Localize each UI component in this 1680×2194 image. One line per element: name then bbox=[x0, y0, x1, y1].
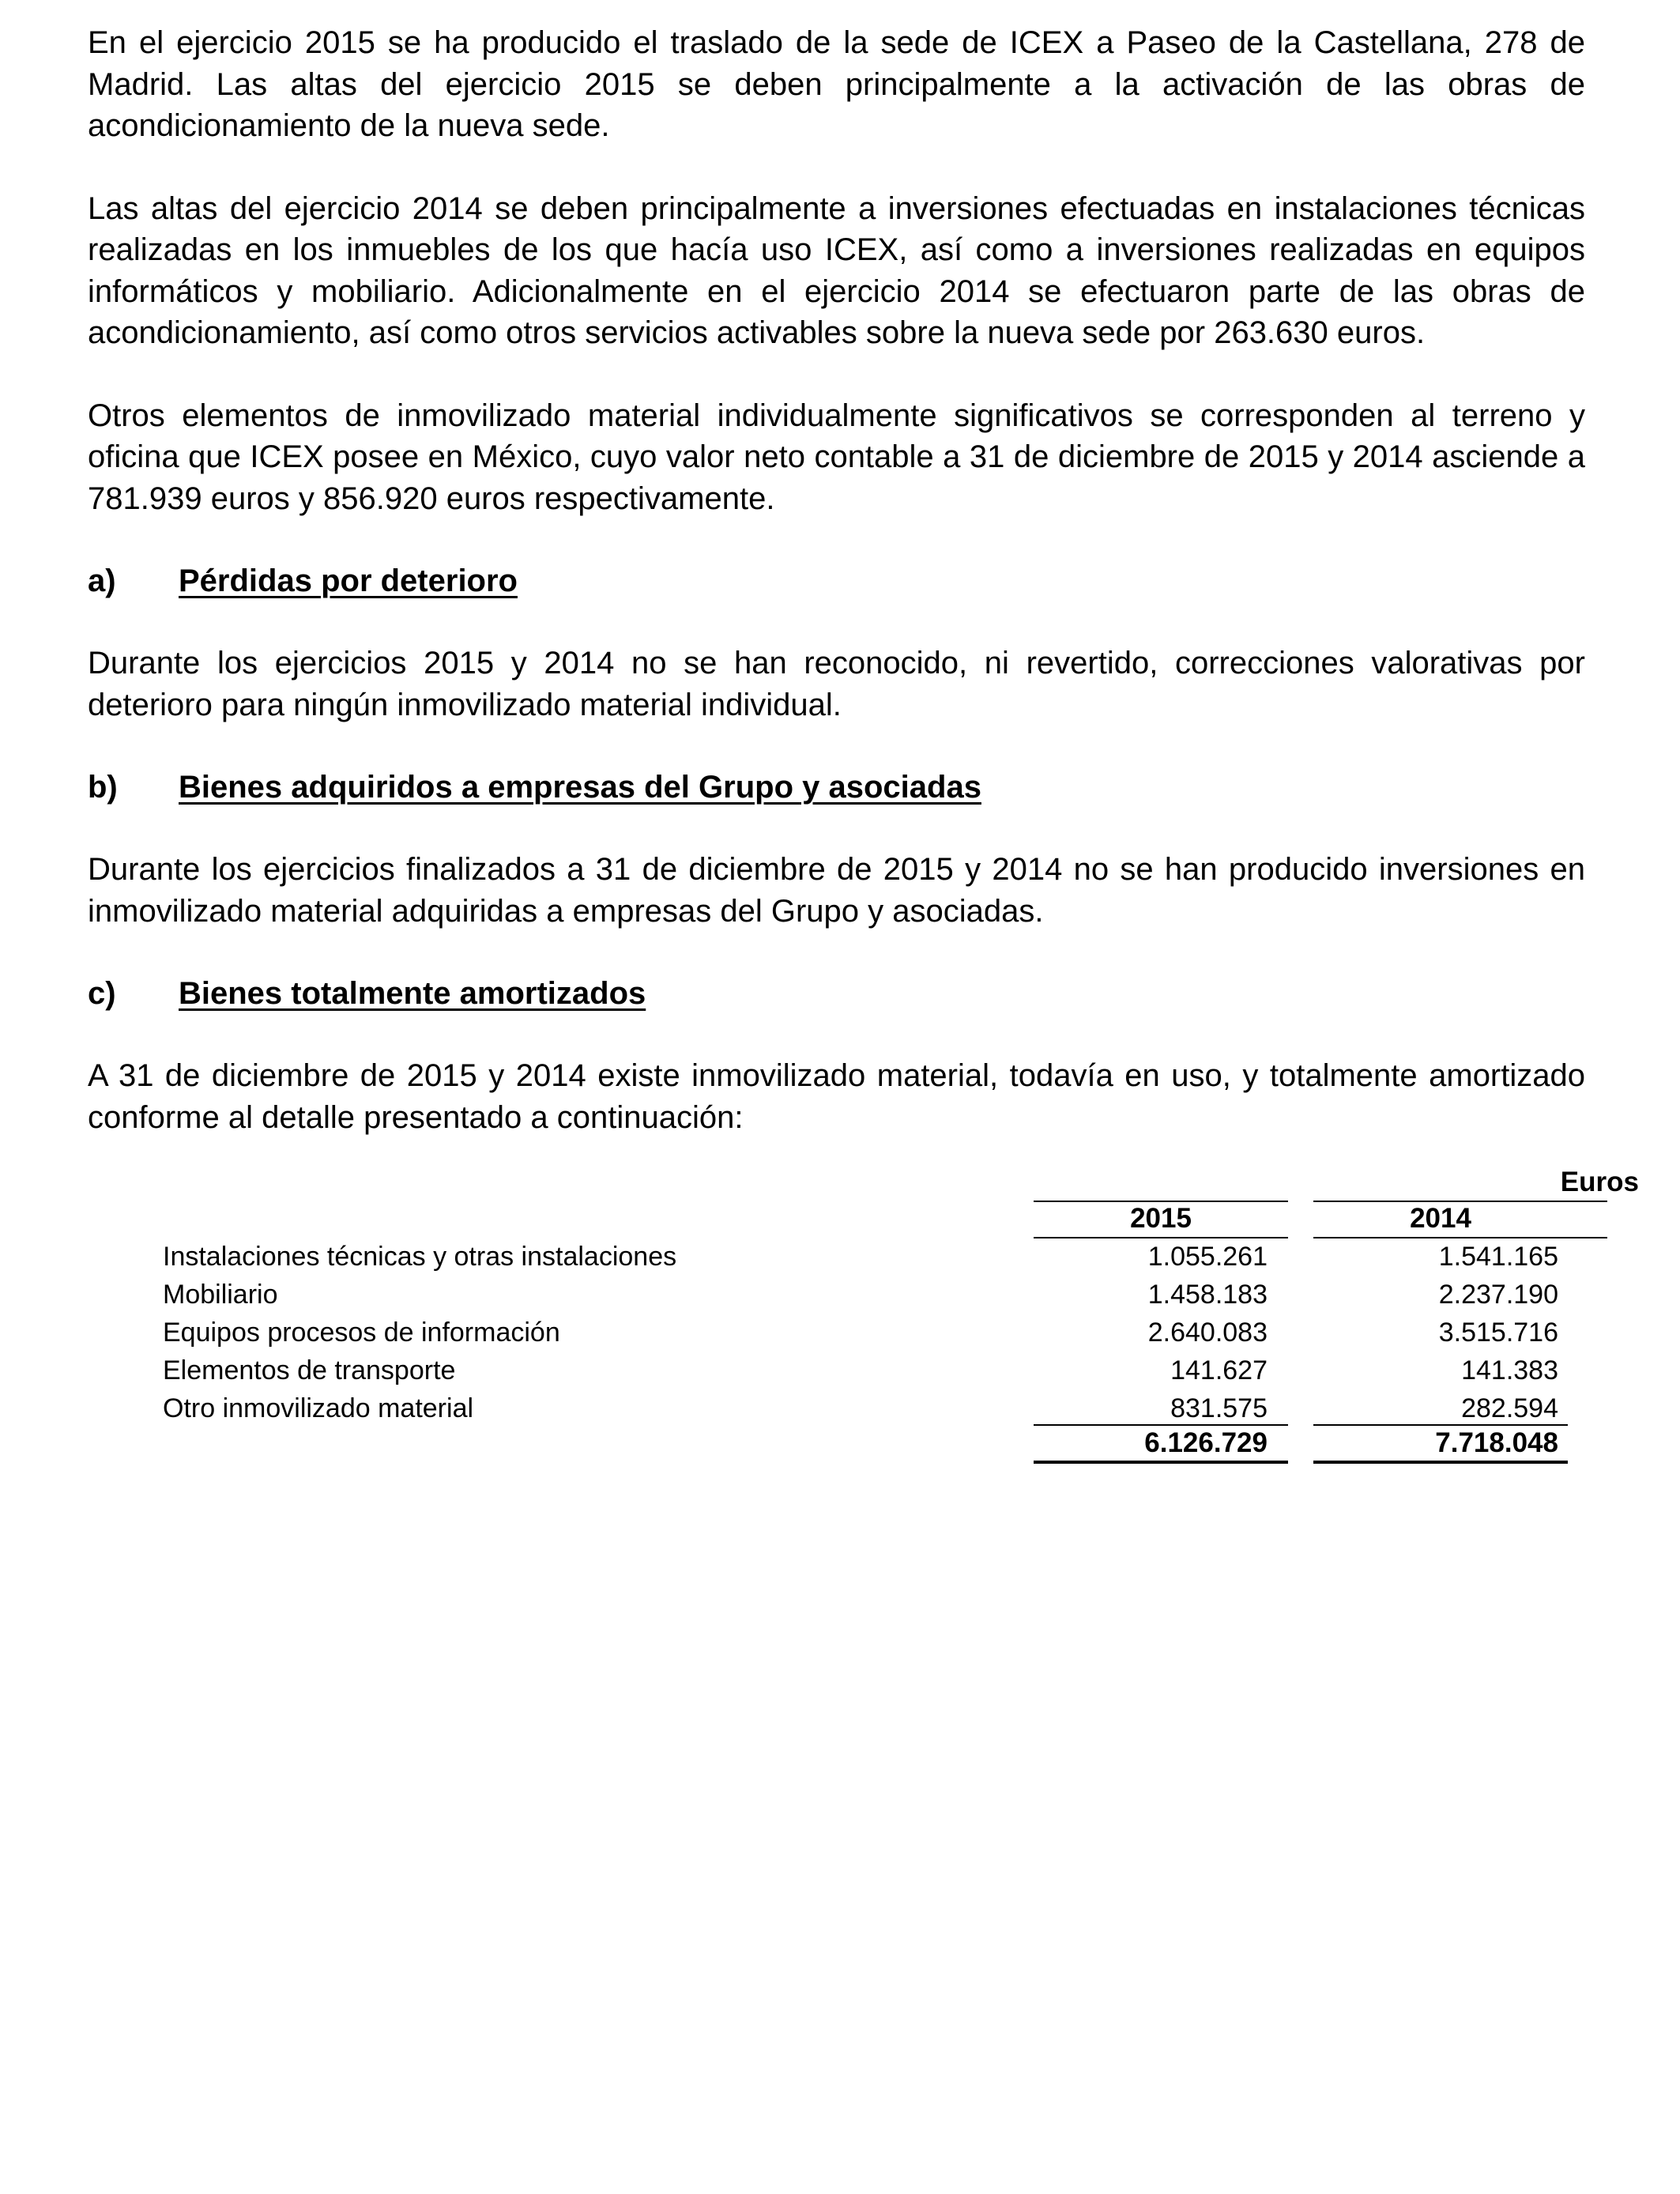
row-value-2015: 831.575 bbox=[1170, 1393, 1268, 1423]
section-a-letter: a) bbox=[88, 564, 116, 598]
table-row bbox=[88, 1351, 1585, 1389]
section-a-text: Durante los ejercicios 2015 y 2014 no se han reconocido, ni revertido, correcciones valorativas por deterioro para ningún inmovilizado material individual. bbox=[88, 646, 1585, 722]
row-value-2014: 282.594 bbox=[1461, 1393, 1558, 1423]
table-row bbox=[88, 1238, 1585, 1276]
section-b-text: Durante los ejercicios finalizados a 31 de diciembre de 2015 y 2014 no se han producido inversiones en inmovilizado material adquiridas a empresas del Grupo y asociadas. bbox=[88, 852, 1585, 929]
row-label: Elementos de transporte bbox=[163, 1355, 456, 1385]
paragraph-traslado-sede: En el ejercicio 2015 se ha producido el traslado de la sede de ICEX a Paseo de la Castellana, 278 de Madrid. Las altas del ejercicio 2015 se deben principalmente a la activación de las obras de acondicionamiento de la nueva sede. bbox=[88, 25, 1585, 143]
row-value-2015: 2.640.083 bbox=[1147, 1318, 1268, 1348]
row-value-2014: 141.383 bbox=[1461, 1355, 1558, 1385]
row-label: Instalaciones técnicas y otras instalaciones bbox=[163, 1242, 677, 1272]
section-b-title: Bienes adquiridos a empresas del Grupo y asociadas bbox=[179, 770, 981, 805]
row-value-2015: 141.627 bbox=[1170, 1355, 1268, 1385]
row-value-2014: 3.515.716 bbox=[1438, 1318, 1558, 1348]
total-bottom-rule-2015 bbox=[1034, 1461, 1288, 1464]
total-value-2014: 7.718.048 bbox=[1435, 1427, 1558, 1458]
table-row bbox=[88, 1389, 1585, 1427]
total-value-2015: 6.126.729 bbox=[1144, 1427, 1268, 1458]
table-row bbox=[88, 1276, 1585, 1314]
section-c-title: Bienes totalmente amortizados bbox=[179, 976, 646, 1011]
paragraph-otros-elementos: Otros elementos de inmovilizado material individualmente significativos se corresponden al terreno y oficina que ICEX posee en México, cuyo valor neto contable a 31 de diciembre de 2015 y 2014 asciende a 781.939 euros y 856.920 euros respectivamente. bbox=[88, 398, 1585, 516]
row-value-2014: 2.237.190 bbox=[1438, 1280, 1558, 1310]
column-header-2014: 2014 bbox=[1410, 1203, 1471, 1234]
row-label: Equipos procesos de información bbox=[163, 1318, 560, 1348]
section-b-heading bbox=[88, 767, 1585, 808]
section-c-letter: c) bbox=[88, 976, 116, 1011]
row-label: Otro inmovilizado material bbox=[163, 1393, 474, 1423]
paragraph-altas-2014: Las altas del ejercicio 2014 se deben principalmente a inversiones efectuadas en instalaciones técnicas realizadas en los inmuebles de los que hacía uso ICEX, así como a inversiones realizadas en equipos informáticos y mobiliario. Adicionalmente en el ejercicio 2014 se efectuaron parte de las obras de acondicionamiento, así como otros servicios activables sobre la nueva sede por 263.630 euros. bbox=[88, 190, 1585, 350]
section-c-text: A 31 de diciembre de 2015 y 2014 existe inmovilizado material, todavía en uso, y totalmente amortizado conforme al detalle presentado a continuación: bbox=[88, 1058, 1585, 1135]
table-unit-label: Euros bbox=[1560, 1167, 1639, 1197]
row-value-2015: 1.055.261 bbox=[1147, 1242, 1268, 1272]
row-value-2014: 1.541.165 bbox=[1438, 1242, 1558, 1272]
document-page bbox=[88, 22, 1585, 1138]
section-b-letter: b) bbox=[88, 770, 118, 805]
total-bottom-rule-2014 bbox=[1313, 1461, 1568, 1464]
section-c-heading bbox=[88, 973, 1585, 1014]
section-a-title: Pérdidas por deterioro bbox=[179, 564, 518, 598]
row-label: Mobiliario bbox=[163, 1280, 278, 1310]
section-a-heading bbox=[88, 560, 1585, 601]
row-value-2015: 1.458.183 bbox=[1147, 1280, 1268, 1310]
column-header-2015: 2015 bbox=[1130, 1203, 1192, 1234]
table-total-row bbox=[88, 1424, 1585, 1462]
table-row bbox=[88, 1314, 1585, 1351]
